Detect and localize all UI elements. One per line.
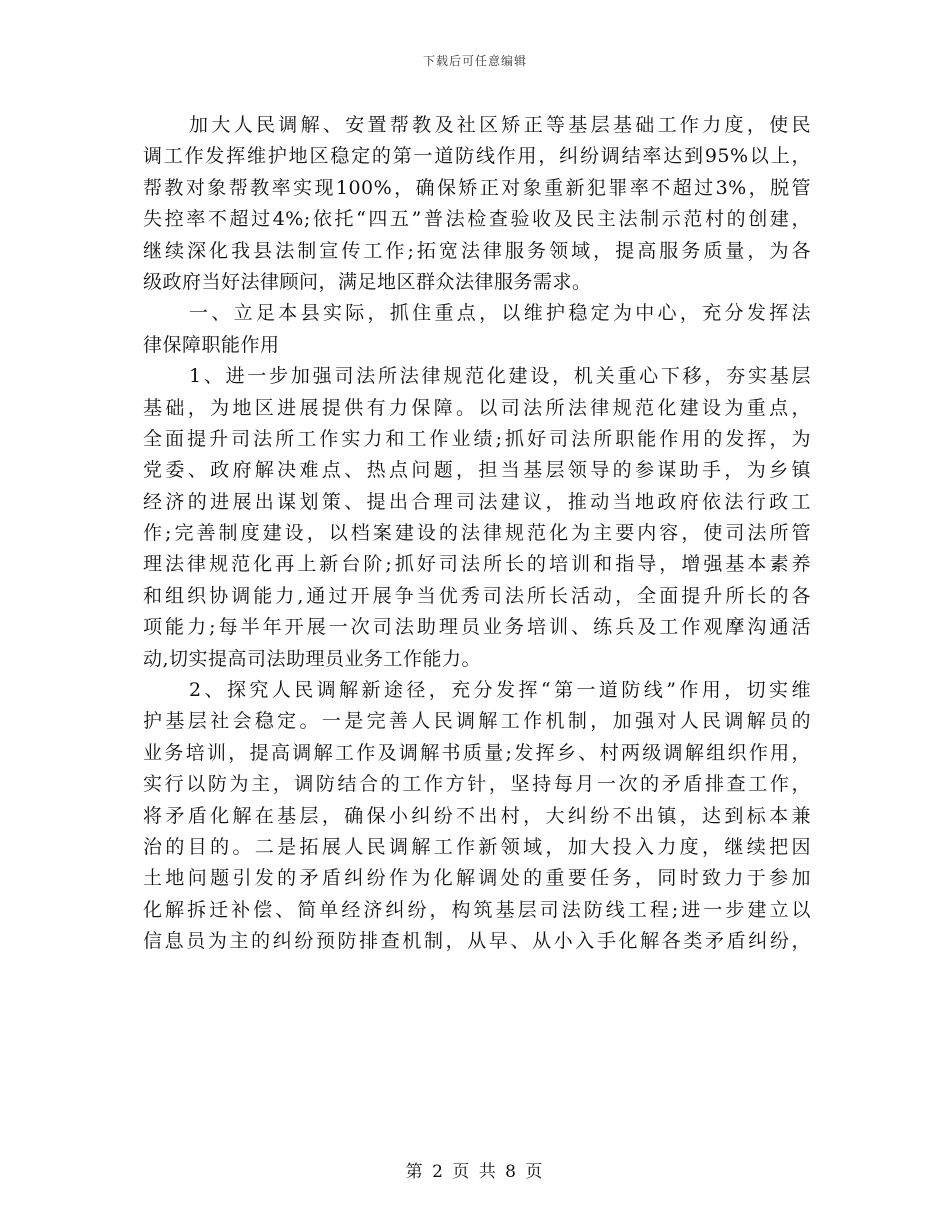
text-line: 理法律规范化再上新台阶;抓好司法所长的培训和指导，增强基本素养 bbox=[143, 553, 811, 576]
text-line: 失控率不超过4%;依托“四五”普法检查验收及民主法制示范村的创建， bbox=[143, 208, 811, 231]
text-line: 律保障职能作用 bbox=[143, 333, 280, 356]
text-line: 业务培训，提高调解工作及调解书质量;发挥乡、村两级调解组织作用， bbox=[143, 741, 811, 764]
text-line: 帮教对象帮教率实现100%，确保矫正对象重新犯罪率不超过3%，脱管 bbox=[143, 176, 811, 199]
text-line: 1、进一步加强司法所法律规范化建设，机关重心下移，夯实基层 bbox=[189, 365, 811, 388]
text-line: 信息员为主的纠纷预防排查机制，从早、从小入手化解各类矛盾纠纷， bbox=[143, 930, 811, 953]
text-line: 实行以防为主，调防结合的工作方针，坚持每月一次的矛盾排查工作， bbox=[143, 773, 811, 796]
text-line: 2、探究人民调解新途径，充分发挥“第一道防线”作用，切实维 bbox=[189, 679, 811, 702]
text-line: 和组织协调能力,通过开展争当优秀司法所长活动，全面提升所长的各 bbox=[143, 584, 811, 607]
text-line: 调工作发挥维护地区稳定的第一道防线作用，纠纷调结率达到95%以上， bbox=[143, 145, 811, 168]
page-footer: 第 2 页 共 8 页 bbox=[405, 1162, 545, 1182]
text-line: 级政府当好法律顾问，满足地区群众法律服务需求。 bbox=[143, 270, 592, 293]
text-line: 土地问题引发的矛盾纠纷作为化解调处的重要任务，同时致力于参加 bbox=[143, 867, 811, 890]
text-line: 动,切实提高司法助理员业务工作能力。 bbox=[143, 647, 482, 670]
text-line: 作;完善制度建设，以档案建设的法律规范化为主要内容，使司法所管 bbox=[143, 522, 811, 545]
text-line: 加大人民调解、安置帮教及社区矫正等基层基础工作力度，使民 bbox=[189, 114, 811, 136]
text-line: 化解拆迁补偿、简单经济纠纷，构筑基层司法防线工程;进一步建立以 bbox=[143, 898, 811, 921]
text-line: 将矛盾化解在基层，确保小纠纷不出村，大纠纷不出镇，达到标本兼 bbox=[143, 804, 811, 827]
document-body bbox=[143, 110, 811, 958]
text-line: 治的目的。二是拓展人民调解工作新领域，加大投入力度，继续把因 bbox=[143, 835, 811, 858]
text-line: 继续深化我县法制宣传工作;拓宽法律服务领域，提高服务质量，为各 bbox=[143, 239, 811, 262]
text-line: 经济的进展出谋划策、提出合理司法建议，推动当地政府依法行政工 bbox=[143, 490, 811, 513]
text-line: 党委、政府解决难点、热点问题，担当基层领导的参谋助手，为乡镇 bbox=[143, 459, 811, 482]
text-line: 护基层社会稳定。一是完善人民调解工作机制，加强对人民调解员的 bbox=[143, 710, 811, 733]
page-header: 下载后可任意编辑 bbox=[422, 54, 527, 68]
text-line: 一、立足本县实际，抓住重点，以维护稳定为中心，充分发挥法 bbox=[189, 302, 811, 325]
text-line: 基础，为地区进展提供有力保障。以司法所法律规范化建设为重点， bbox=[143, 396, 811, 419]
text-line: 项能力;每半年开展一次司法助理员业务培训、练兵及工作观摩沟通活 bbox=[143, 616, 811, 639]
text-line: 全面提升司法所工作实力和工作业绩;抓好司法所职能作用的发挥，为 bbox=[143, 427, 811, 450]
